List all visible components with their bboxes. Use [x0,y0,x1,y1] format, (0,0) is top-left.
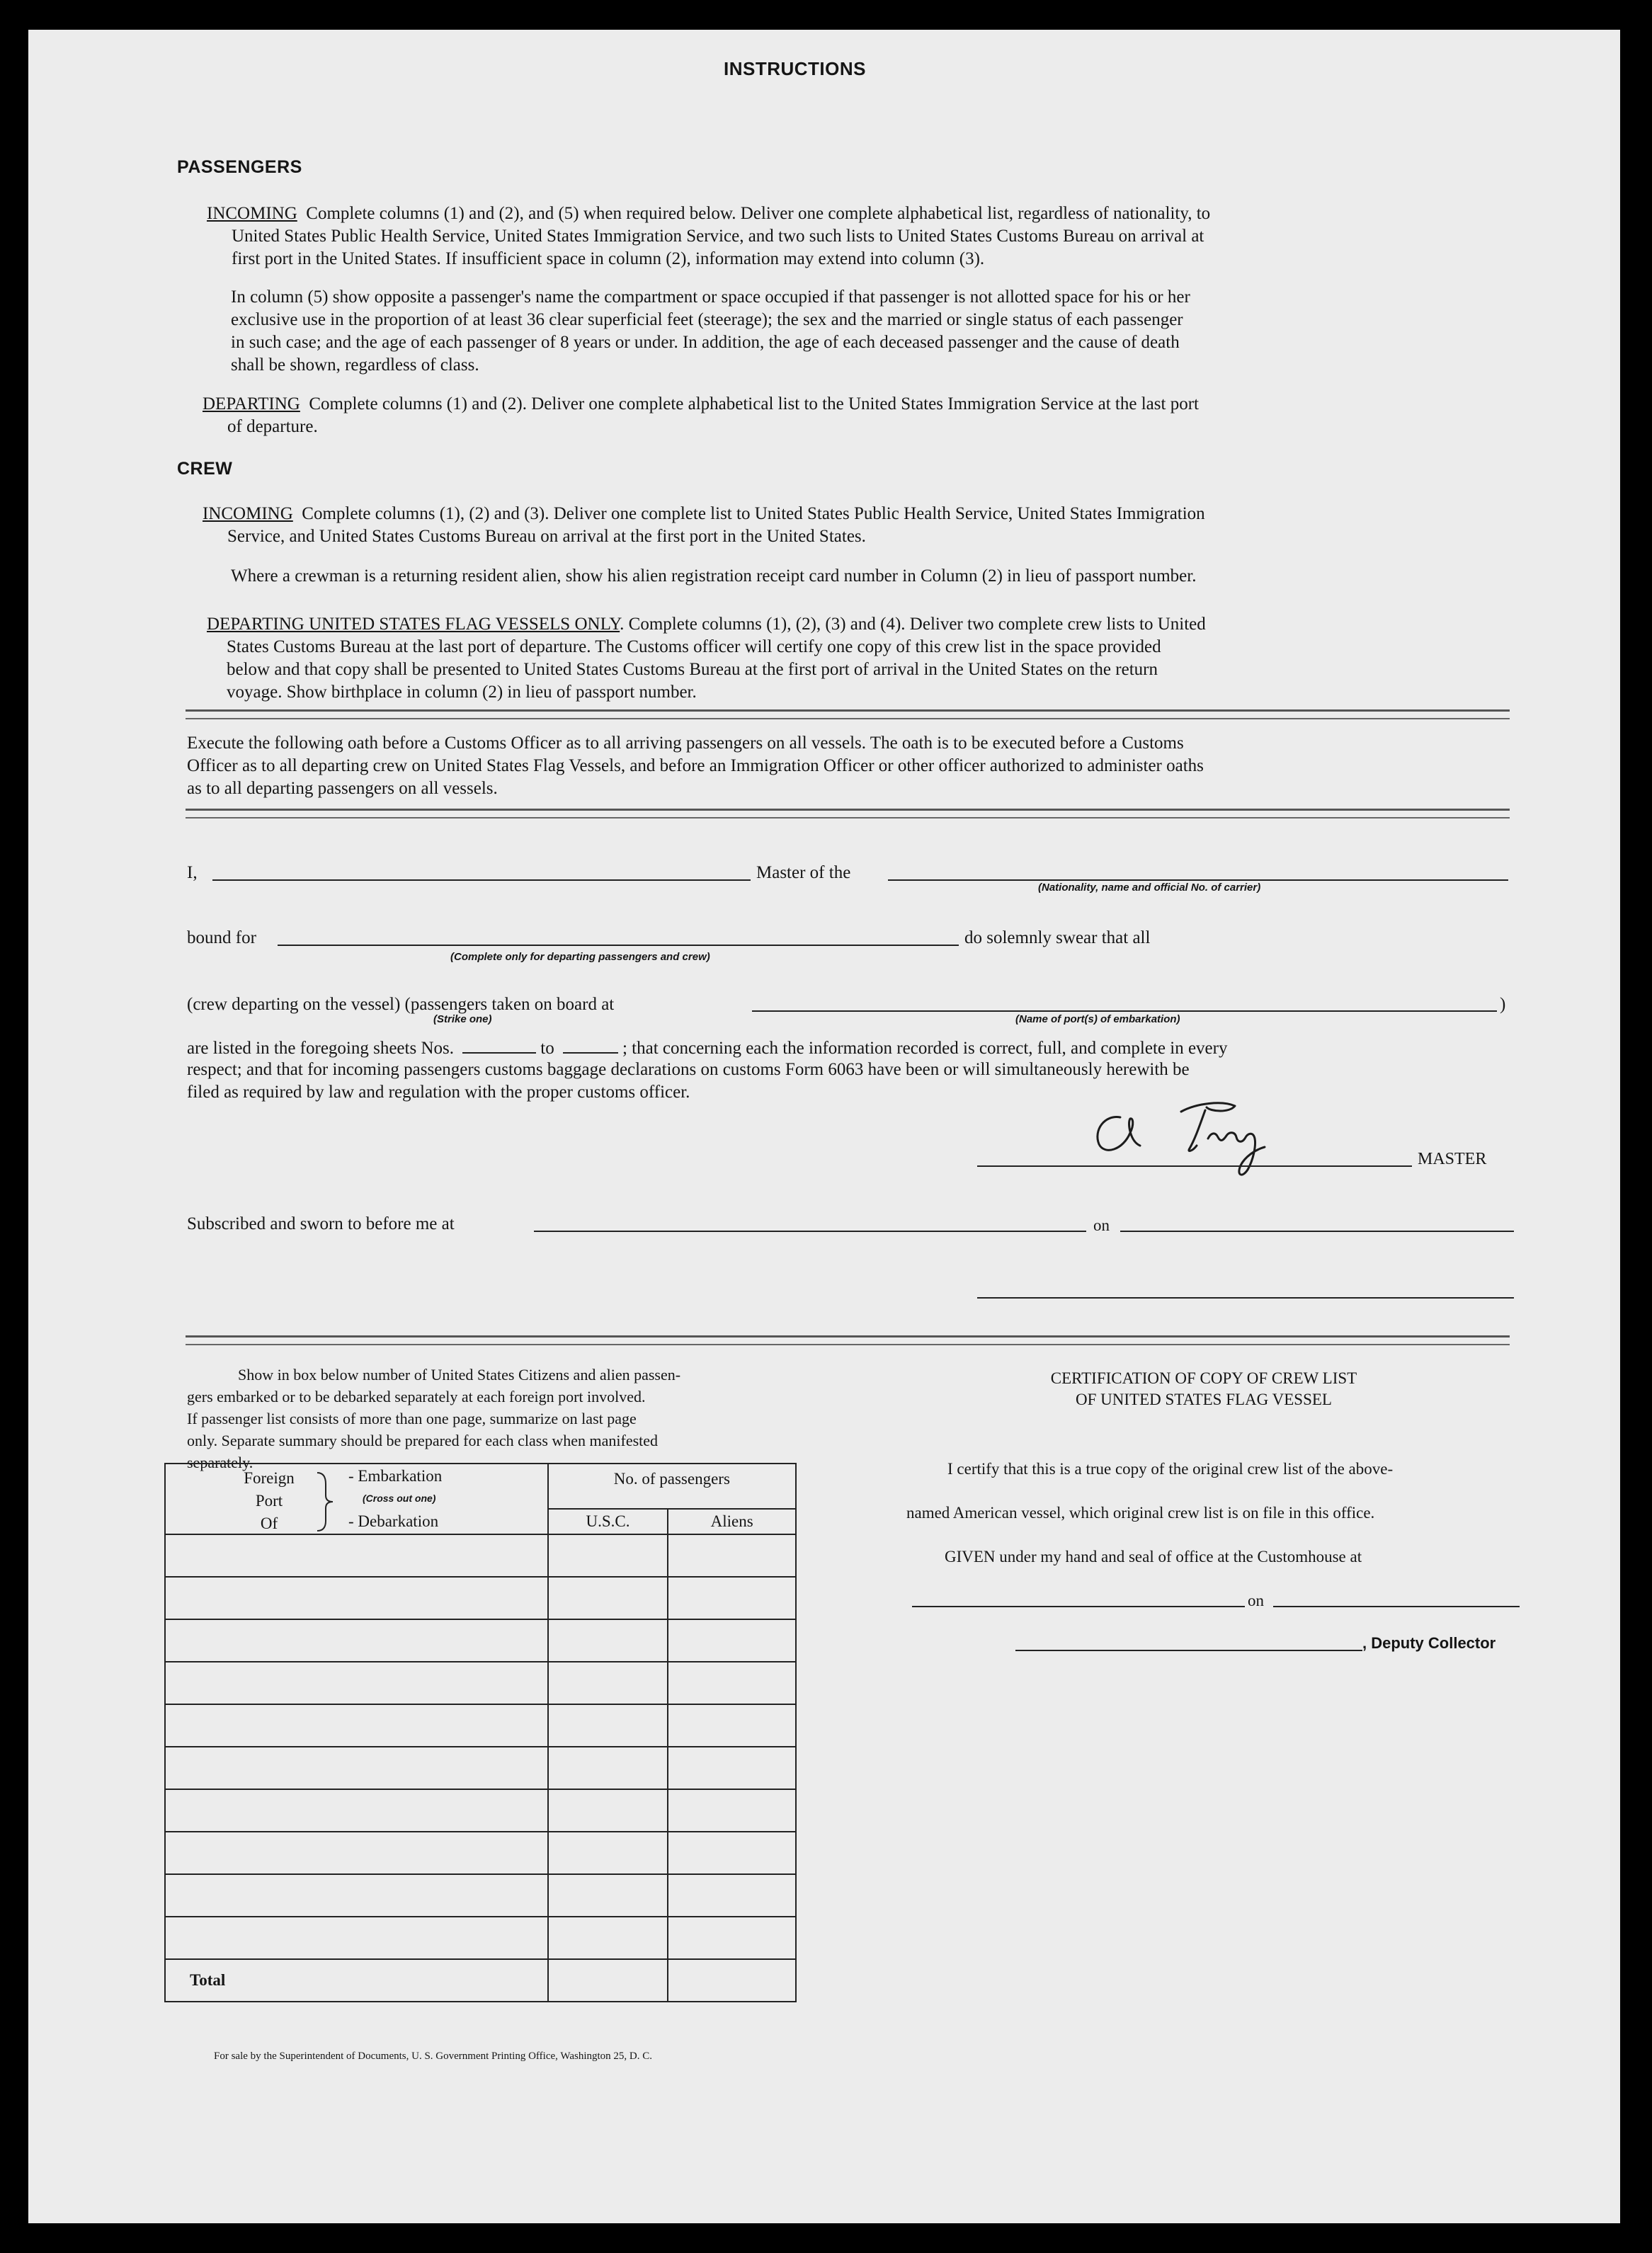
aliens-cell[interactable] [668,1874,796,1917]
port-cell[interactable] [165,1747,548,1789]
aliens-cell[interactable] [668,1917,796,1959]
subscribed-text: Subscribed and sworn to before me at [187,1214,455,1233]
passengers-departing-text-2: of departure. [227,417,318,436]
usc-header: U.S.C. [548,1509,668,1534]
oath-i-label: I, [187,863,198,882]
no-passengers-header: No. of passengers [548,1464,796,1509]
deputy-signature-field[interactable] [1015,1650,1362,1651]
sheet-to-field[interactable] [563,1039,618,1054]
port-cell[interactable] [165,1789,548,1832]
certification-title [921,1368,1487,1410]
table-row [165,1789,796,1832]
port-cell[interactable] [165,1662,548,1704]
passengers-incoming-text-3: first port in the United States. If insufficient space in column (2), information may extend into column (3). [232,249,985,268]
certify-text-1: I certify that this is a true copy of the original crew list of the above- [947,1460,1394,1478]
summary-text-2: gers embarked or to be debarked separately at each foreign port involved. [187,1388,646,1405]
embarkation-option[interactable]: - Embarkation [348,1467,443,1485]
crew-departing-text-2: States Customs Bureau at the last port of departure. The Customs officer will certify one copy of this crew list in the space provided [227,637,1161,656]
crew-departing-text-1: . Complete columns (1), (2), (3) and (4). Deliver two complete crew lists to United [620,615,1206,634]
table-row [165,1704,796,1747]
port-cell[interactable] [165,1577,548,1619]
summary-text-3: If passenger list consists of more than one page, summarize on last page [187,1410,637,1427]
passengers-incoming-text-1: Complete columns (1) and (2), and (5) when required below. Deliver one complete alphabetical list, regardless of nationality, to [306,204,1211,223]
certification-title-1: CERTIFICATION OF COPY OF CREW LIST [1050,1369,1357,1387]
port-cell[interactable] [165,1619,548,1662]
gpo-footer: For sale by the Superintendent of Documents, U. S. Government Printing Office, Washington 25, D. C. [214,2050,652,2062]
column5-text-2: exclusive use in the proportion of at least 36 clear superficial feet (steerage); the sex and the married or single status of each passenger [231,310,1183,329]
usc-cell[interactable] [548,1577,668,1619]
passengers-heading: PASSENGERS [177,157,302,177]
officer-signature-field[interactable] [977,1297,1514,1299]
port-label-foreign: Foreign [244,1469,295,1487]
passengers-incoming-paragraph [207,203,1481,270]
listed-sheets-text: are listed in the foregoing sheets Nos. [187,1039,454,1058]
strike-one-caption: (Strike one) [433,1013,492,1025]
aliens-cell[interactable] [668,1789,796,1832]
passengers-incoming-text-2: United States Public Health Service, United States Immigration Service, and two such lists to United States Customs Bureau on arrival at [232,227,1204,246]
listed-sheets-line [187,1038,1227,1059]
carrier-field[interactable] [888,879,1508,881]
port-cell[interactable] [165,1704,548,1747]
port-label-of: Of [260,1515,278,1532]
table-row [165,1662,796,1704]
embarkation-ports-field[interactable] [752,1010,1497,1012]
master-name-field[interactable] [212,879,751,881]
signature-line[interactable] [977,1165,1412,1167]
usc-cell[interactable] [548,1662,668,1704]
aliens-cell[interactable] [668,1704,796,1747]
aliens-cell[interactable] [668,1619,796,1662]
total-aliens-cell[interactable] [668,1959,796,2002]
usc-cell[interactable] [548,1747,668,1789]
usc-cell[interactable] [548,1619,668,1662]
aliens-cell[interactable] [668,1662,796,1704]
aliens-cell[interactable] [668,1577,796,1619]
passengers-column5-paragraph [231,286,1491,377]
cert-on-label: on [1248,1592,1264,1609]
respect-text: respect; and that for incoming passengers customs baggage declarations on customs Form 6063 have been or will simultaneously herewith be [187,1060,1190,1079]
to-label: to [540,1039,554,1058]
table-row [165,1619,796,1662]
certification-title-2: OF UNITED STATES FLAG VESSEL [1076,1391,1332,1408]
brace-icon [314,1470,336,1534]
aliens-header: Aliens [668,1509,796,1534]
crew-departing-paragraph [207,613,1481,704]
table-row [165,1577,796,1619]
sworn-place-field[interactable] [534,1231,1086,1232]
summary-text-4: only. Separate summary should be prepared for each class when manifested [187,1432,659,1449]
on-label: on [1093,1216,1110,1234]
oath-intro-text-3: as to all departing passengers on all vessels. [187,779,498,798]
passengers-departing-text-1: Complete columns (1) and (2). Deliver one complete alphabetical list to the United States Immigration Service at the last port [309,394,1199,413]
customhouse-field[interactable] [912,1606,1245,1607]
total-usc-cell[interactable] [548,1959,668,2002]
usc-cell[interactable] [548,1534,668,1577]
cert-date-field[interactable] [1273,1606,1520,1607]
crew-heading: CREW [177,459,233,479]
usc-cell[interactable] [548,1704,668,1747]
aliens-cell[interactable] [668,1534,796,1577]
cross-out-caption: (Cross out one) [363,1493,436,1504]
passengers-incoming-label: INCOMING [207,204,297,223]
crew-resident-alien-text: Where a crewman is a returning resident alien, show his alien registration receipt card number in Column (2) in lieu of passport number. [231,566,1197,586]
port-cell[interactable] [165,1917,548,1959]
port-cell[interactable] [165,1874,548,1917]
table-row [165,1874,796,1917]
master-label: MASTER [1418,1150,1487,1168]
table-row [165,1917,796,1959]
usc-cell[interactable] [548,1917,668,1959]
oath-intro-paragraph [187,732,1497,800]
table-row [165,1747,796,1789]
section-divider [186,709,1510,719]
crew-departing-text-4: voyage. Show birthplace in column (2) in lieu of passport number. [227,683,697,702]
nationality-caption: (Nationality, name and official No. of carrier) [1038,882,1261,894]
port-cell[interactable] [165,1832,548,1874]
sheet-from-field[interactable] [462,1039,536,1054]
section-divider [186,1335,1510,1345]
usc-cell[interactable] [548,1789,668,1832]
column5-text-4: shall be shown, regardless of class. [231,355,479,375]
port-header-cell [165,1464,548,1534]
usc-cell[interactable] [548,1874,668,1917]
certify-text-2: named American vessel, which original crew list is on file in this office. [906,1504,1375,1522]
oath-intro-text-1: Execute the following oath before a Customs Officer as to all arriving passengers on all vessels. The oath is to be executed before a Customs [187,734,1184,753]
total-label: Total [165,1959,548,2002]
oath-intro-text-2: Officer as to all departing crew on United States Flag Vessels, and before an Immigration Officer or other officer authorized to administer oaths [187,756,1204,775]
debarkation-option[interactable]: - Debarkation [348,1512,439,1530]
bound-for-label: bound for [187,928,256,947]
summary-instructions [187,1364,821,1473]
passengers-departing-label: DEPARTING [203,394,300,413]
table-row [165,1832,796,1874]
crew-incoming-paragraph [203,503,1477,548]
summary-text-5: separately. [187,1454,254,1471]
aliens-cell[interactable] [668,1832,796,1874]
crew-incoming-text-1: Complete columns (1), (2) and (3). Deliver one complete list to United States Public Health Service, United States Immigration [302,504,1205,523]
port-cell[interactable] [165,1534,548,1577]
crew-incoming-text-2: Service, and United States Customs Bureau on arrival at the first port in the United States. [227,527,866,546]
column5-text-3: in such case; and the age of each passenger of 8 years or under. In addition, the age of each deceased passenger and the cause of death [231,333,1180,352]
section-divider [186,809,1510,819]
crew-passengers-text: (crew departing on the vessel) (passengers taken on board at [187,995,615,1014]
master-of-the-label: Master of the [756,863,851,882]
complete-only-caption: (Complete only for departing passengers and crew) [450,951,710,963]
filed-text: filed as required by law and regulation with the proper customs officer. [187,1083,690,1102]
solemnly-swear-text: do solemnly swear that all [964,928,1151,947]
sworn-date-field[interactable] [1120,1231,1514,1232]
port-name-caption: (Name of port(s) of embarkation) [1015,1013,1180,1025]
passenger-summary-table [164,1463,797,2002]
summary-text-1: Show in box below number of United States Citizens and alien passen- [238,1366,681,1384]
deputy-collector-label: , Deputy Collector [1362,1634,1496,1652]
bound-for-field[interactable] [278,945,959,946]
aliens-cell[interactable] [668,1747,796,1789]
given-text: GIVEN under my hand and seal of office at the Customhouse at [945,1548,1362,1565]
column5-text-1: In column (5) show opposite a passenger's name the compartment or space occupied if that passenger is not allotted space for his or her [231,287,1190,307]
crew-incoming-label: INCOMING [203,504,293,523]
passengers-departing-paragraph [203,393,1477,438]
crew-departing-label: DEPARTING UNITED STATES FLAG VESSELS ONLY [207,615,620,634]
table-row [165,1534,796,1577]
usc-cell[interactable] [548,1832,668,1874]
port-label-port: Port [255,1492,283,1510]
crew-departing-text-3: below and that copy shall be presented to United States Customs Bureau at the first port of arrival in the United States on the return [227,660,1158,679]
correct-full-text: ; that concerning each the information recorded is correct, full, and complete in every [622,1039,1228,1058]
close-paren: ) [1500,995,1506,1014]
page-title: INSTRUCTIONS [724,58,866,79]
